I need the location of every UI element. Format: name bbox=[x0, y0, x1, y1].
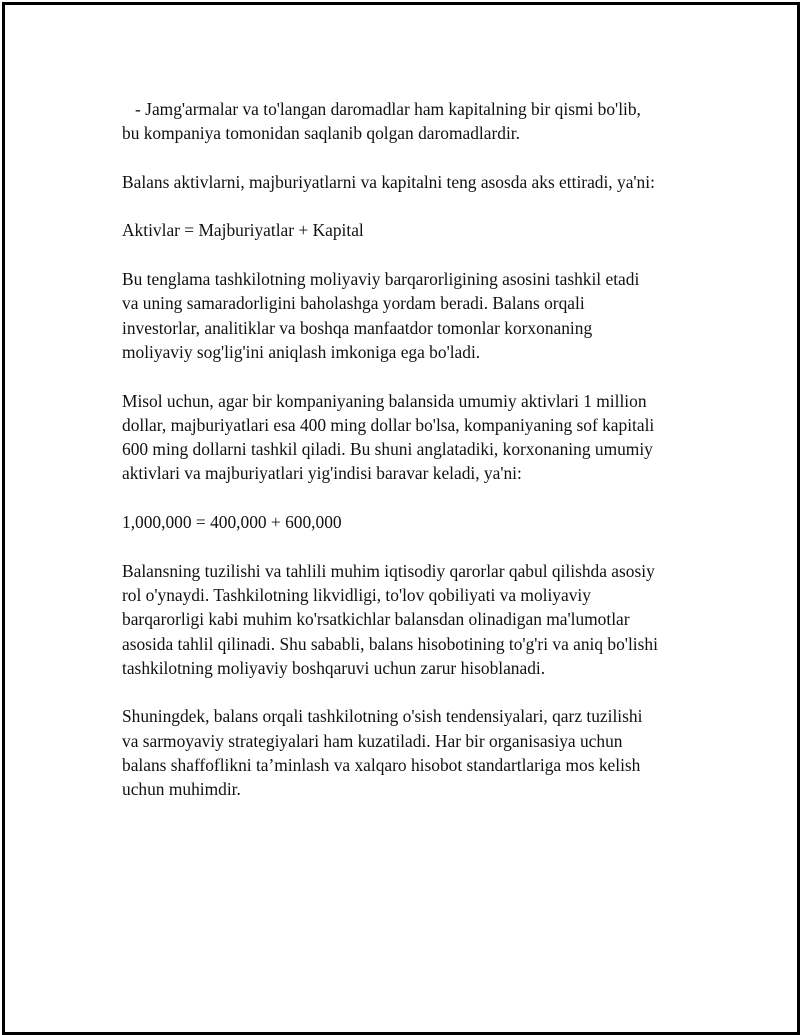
paragraph-retained-earnings bbox=[122, 97, 702, 146]
paragraph-equation bbox=[122, 218, 702, 242]
text-line: Bu tenglama tashkilotning moliyaviy barqarorligining asosini tashkil etadi bbox=[122, 269, 640, 290]
paragraph-conclusion bbox=[122, 704, 702, 801]
text-line: - Jamg'armalar va to'langan daromadlar ham kapitalning bir qismi bo'lib, bbox=[122, 99, 641, 119]
numeric-equation: 1,000,000 = 400,000 + 600,000 bbox=[122, 512, 342, 533]
document-body bbox=[122, 97, 702, 826]
text-line: Balans aktivlarni, majburiyatlarni va kapitalni teng asosda aks ettiradi, ya'ni: bbox=[122, 171, 655, 192]
page-frame bbox=[2, 2, 800, 1035]
accounting-equation: Aktivlar = Majburiyatlar + Kapital bbox=[122, 220, 364, 241]
paragraph-balance-intro bbox=[122, 170, 702, 194]
text-line: moliyaviy sog'lig'ini aniqlash imkoniga ega bo'ladi. bbox=[122, 341, 481, 362]
text-line: uchun muhimdir. bbox=[122, 779, 241, 800]
text-line: asosida tahlil qilinadi. Shu sababli, balans hisobotining to'g'ri va aniq bo'lishi bbox=[122, 633, 658, 654]
text-line: Shuningdek, balans orqali tashkilotning o'sish tendensiyalari, qarz tuzilishi bbox=[122, 706, 643, 727]
text-line: aktivlari va majburiyatlari yig'indisi baravar keladi, ya'ni: bbox=[122, 463, 522, 484]
paragraph-numeric-equation bbox=[122, 510, 702, 534]
text-line: dollar, majburiyatlari esa 400 ming dollar bo'lsa, kompaniyaning sof kapitali bbox=[122, 414, 655, 435]
text-line: tashkilotning moliyaviy boshqaruvi uchun zarur hisoblanadi. bbox=[122, 657, 546, 678]
text-line: bu kompaniya tomonidan saqlanib qolgan daromadlardir. bbox=[122, 123, 520, 144]
text-line: 600 ming dollarni tashkil qiladi. Bu shuni anglatadiki, korxonaning umumiy bbox=[122, 439, 653, 460]
text-line: balans shaffoflikni ta’minlash va xalqaro hisobot standartlariga mos kelish bbox=[122, 755, 641, 776]
text-line: Balansning tuzilishi va tahlili muhim iqtisodiy qarorlar qabul qilishda asosiy bbox=[122, 560, 655, 581]
text-line: investorlar, analitiklar va boshqa manfaatdor tomonlar korxonaning bbox=[122, 317, 593, 338]
text-line: rol o'ynaydi. Tashkilotning likvidligi, to'lov qobiliyati va moliyaviy bbox=[122, 584, 591, 605]
paragraph-equation-meaning bbox=[122, 267, 702, 364]
text-line: barqarorligi kabi muhim ko'rsatkichlar balansdan olinadigan ma'lumotlar bbox=[122, 609, 630, 630]
text-line: va sarmoyaviy strategiyalari ham kuzatiladi. Har bir organisasiya uchun bbox=[122, 730, 623, 751]
text-line: va uning samaradorligini baholashga yordam beradi. Balans orqali bbox=[122, 293, 585, 314]
paragraph-example bbox=[122, 389, 702, 486]
text-line: Misol uchun, agar bir kompaniyaning balansida umumiy aktivlari 1 million bbox=[122, 390, 647, 411]
paragraph-analysis bbox=[122, 559, 702, 680]
